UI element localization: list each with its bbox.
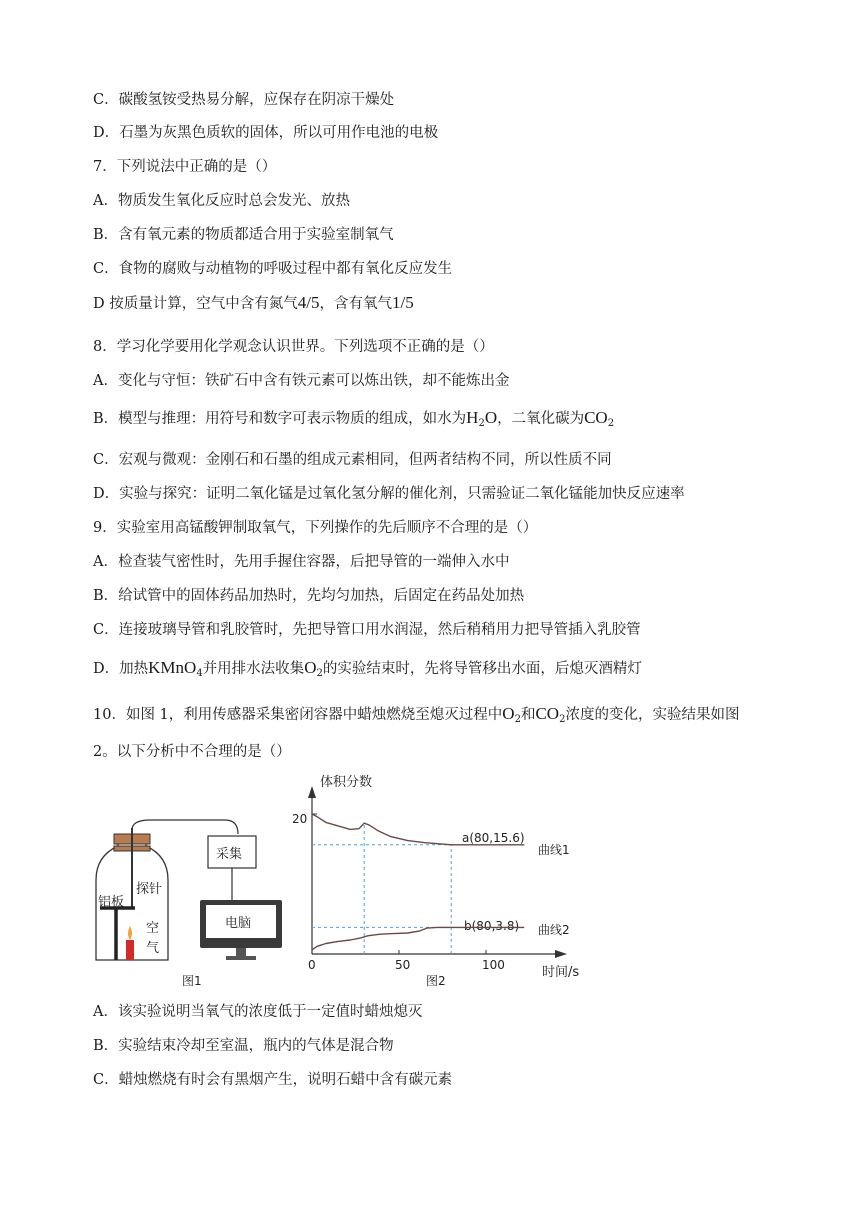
figure-1-caption: 图1 (182, 974, 202, 988)
figure-2-chart (292, 774, 579, 988)
y-tick-label-20: 20 (292, 812, 308, 826)
x-axis-label: 时间/s (542, 965, 580, 980)
q8-option-c: C．宏观与微观：金刚石和石墨的组成元素相同，但两者结构不同，所以性质不同 (93, 452, 612, 468)
q9-option-a: A．检查装气密性时，先用手握住容器，后把导管的一端伸入水中 (93, 554, 510, 570)
q9-option-c: C．连接玻璃导管和乳胶管时，先把导管口用水润湿，然后稍稍用力把导管插入乳胶管 (93, 622, 641, 638)
q7-option-b: B．含有氧元素的物质都适合用于实验室制氧气 (93, 227, 394, 243)
q10-option-c: C．蜡烛燃烧有时会有黑烟产生，说明石蜡中含有碳元素 (93, 1072, 453, 1088)
q7-option-c: C．食物的腐败与动植物的呼吸过程中都有氧化反应发生 (93, 261, 453, 277)
q10-option-b: B．实验结束冷却至室温，瓶内的气体是混合物 (93, 1038, 394, 1054)
aluminum-label: 铝板 (98, 895, 125, 910)
computer-label: 电脑 (225, 916, 252, 931)
air-label-1: 空 (146, 921, 160, 936)
candle-flame (128, 926, 132, 940)
q9-stem: 9．实验室用高锰酸钾制取氧气，下列操作的先后顺序不合理的是（） (93, 520, 538, 536)
annotation-b: b(80,3.8) (464, 919, 520, 933)
annotation-a: a(80,15.6) (462, 831, 525, 845)
q8-option-a: A．变化与守恒：铁矿石中含有铁元素可以炼出铁，却不能炼出金 (93, 373, 510, 389)
q7-option-d: D 按质量计算，空气中含有氮气4/5，含有氧气1/5 (93, 293, 414, 312)
wire-to-collector (132, 820, 238, 834)
q7-option-a: A．物质发生氧化反应时总会发光、放热 (93, 193, 350, 209)
q8-option-b: B．模型与推理：用符号和数字可表示物质的组成，如水为$H_2O$，二氧化碳为$CO_2$ (93, 408, 615, 429)
y-axis-label: 体积分数 (320, 775, 373, 790)
air-label-2: 气 (146, 941, 160, 956)
x-tick-label-0: 0 (308, 958, 316, 972)
series-1-label: 曲线1 (538, 843, 570, 857)
figures (90, 768, 590, 997)
q8-stem: 8．学习化学要用化学观念认识世界。下列选项不正确的是（） (93, 339, 494, 355)
figure-svg (90, 768, 590, 993)
x-tick-label-50: 50 (395, 958, 411, 972)
figure-1-apparatus (96, 820, 282, 988)
q10-stem-continued: 2。以下分析中不合理的是（） (93, 744, 291, 760)
q6-option-d: D．石墨为灰黑色质软的固体，所以可用作电池的电极 (93, 125, 439, 141)
q9-option-b: B．给试管中的固体药品加热时，先均匀加热，后固定在药品处加热 (93, 588, 525, 604)
candle (126, 940, 134, 960)
computer-stand (226, 956, 256, 960)
probe-label: 探针 (136, 882, 163, 897)
series-2-label: 曲线2 (538, 923, 570, 937)
y-axis-arrow (308, 786, 316, 798)
x-axis-arrow (555, 950, 567, 958)
q9-option-d: D．加热KMnO$_4$并用排水法收集$O_2$的实验结束时，先将导管移出水面，后熄灭酒精灯 (93, 658, 642, 679)
figure-2-caption: 图2 (426, 974, 446, 988)
q8-option-d: D．实验与探究：证明二氧化锰是过氧化氢分解的催化剂，只需验证二氧化锰能加快反应速率 (93, 486, 685, 502)
q6-option-c: C．碳酸氢铵受热易分解，应保存在阴凉干燥处 (93, 92, 395, 108)
collector-label: 采集 (216, 847, 243, 862)
q10-stem: 10．如图 1，利用传感器采集密闭容器中蜡烛燃烧至熄灭过程中$O_2$和$CO_2$浓度的变化，实验结果如图 (93, 704, 740, 725)
x-tick-label-100: 100 (482, 958, 505, 972)
q7-stem: 7．下列说法中正确的是（） (93, 159, 277, 175)
q10-option-a: A．该实验说明当氧气的浓度低于一定值时蜡烛熄灭 (93, 1004, 423, 1020)
